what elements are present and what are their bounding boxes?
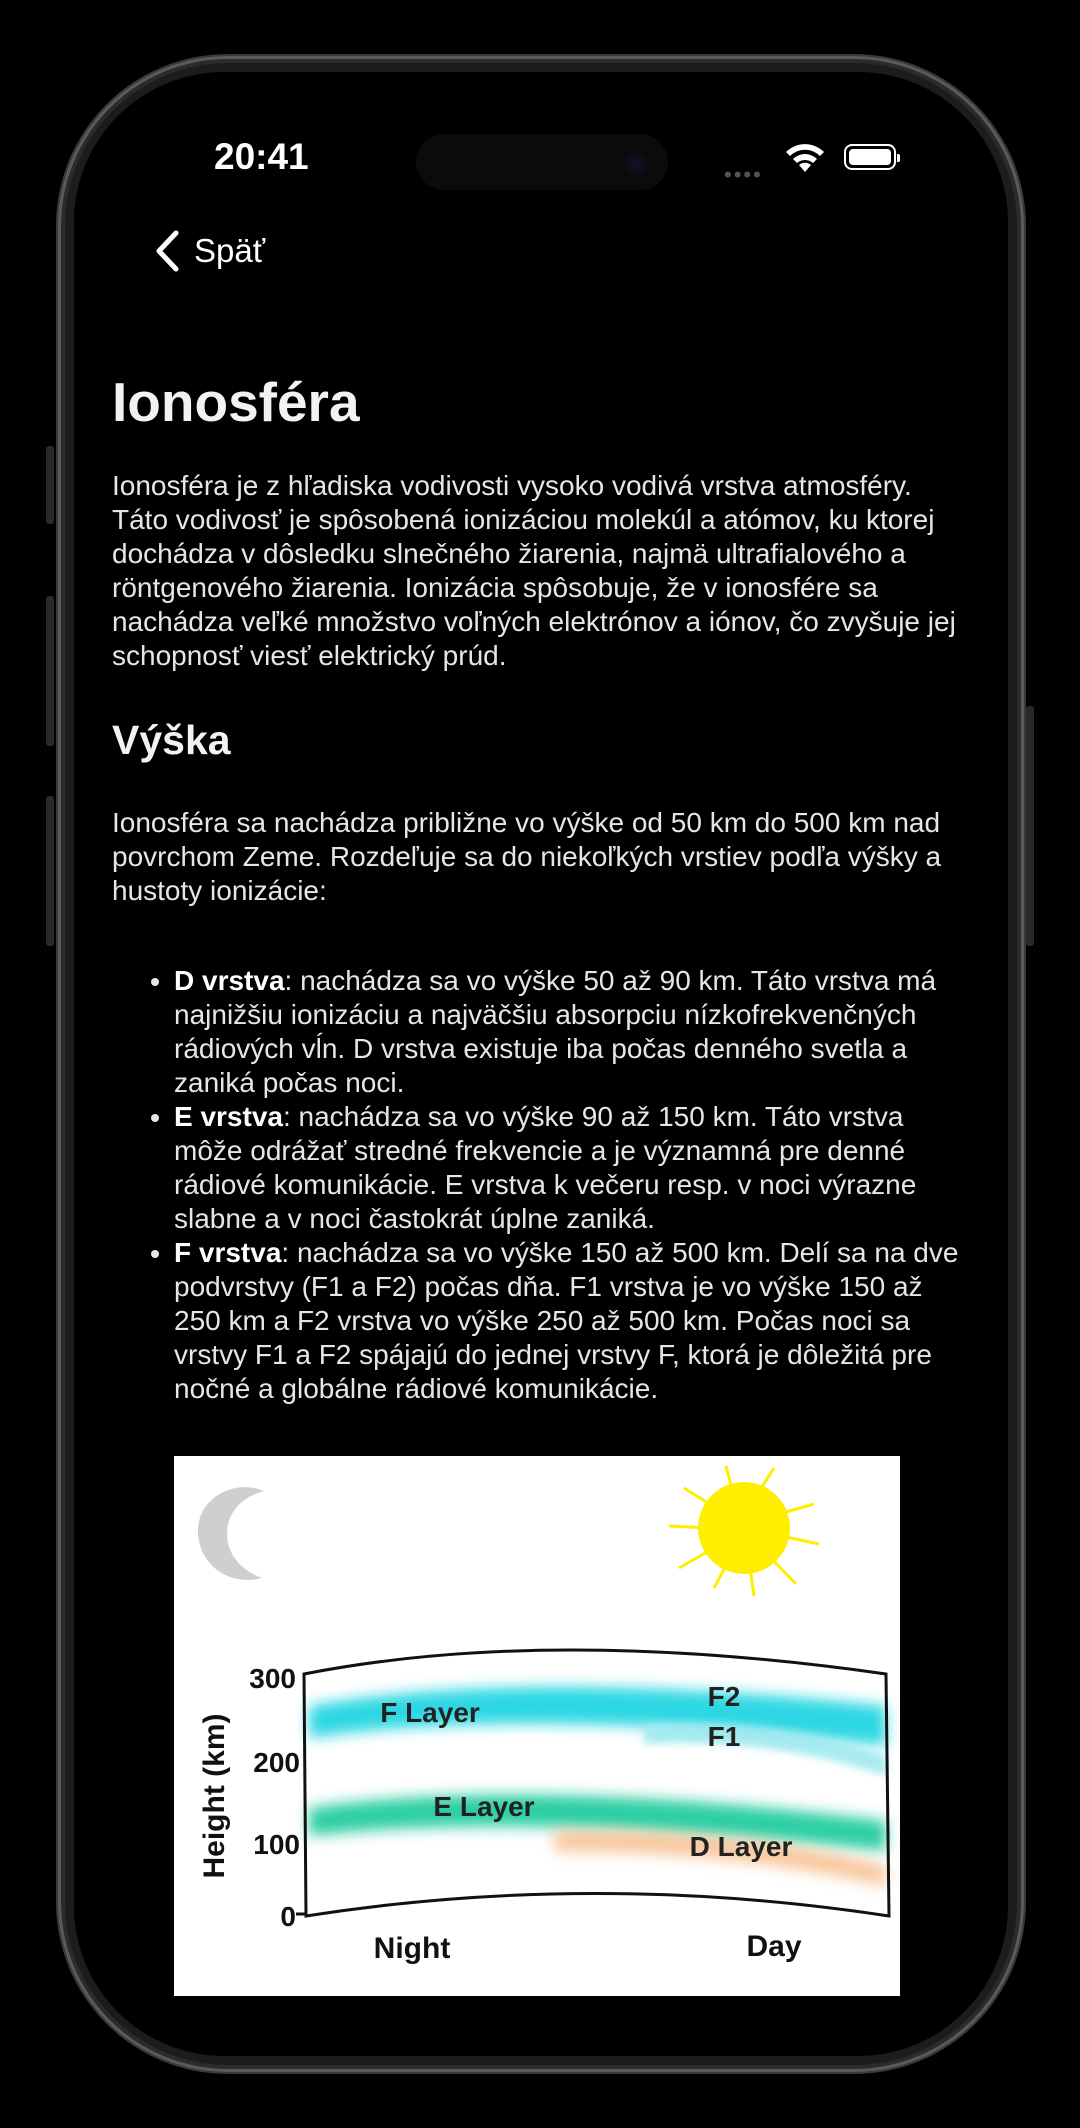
sun-icon xyxy=(669,1466,819,1596)
y-axis-label: Height (km) xyxy=(198,1713,231,1878)
side-button-mute xyxy=(46,446,54,524)
list-item: • D vrstva: nachádza sa vo výške 50 až 90 km. Táto vrstva má najnižšiu ionizáciu a najväčšiu absorpciu nízkofrekvenčných rádiových vĺn. D vrstva existuje iba počas denného svetla a zaniká počas noci. xyxy=(174,964,972,1100)
y-tick-label: 200 xyxy=(253,1746,300,1778)
status-time: 20:41 xyxy=(214,136,309,177)
side-button-volume-down xyxy=(46,796,54,946)
chevron-left-icon xyxy=(154,230,180,272)
signal-icon: •••• xyxy=(724,162,763,187)
f-layer-label: F Layer xyxy=(380,1696,480,1728)
ionosphere-diagram-svg xyxy=(174,1456,900,1996)
intro-paragraph: Ionosféra je z hľadiska vodivosti vysoko vodivá vrstva atmosféry. Táto vodivosť je spôsobená ionizáciou molekúl a atómov, ku ktorej dochádza v dôsledku slnečného žiarenia, najmä ultrafialového a röntgenového žiarenia. Ionizácia spôsobuje, že v ionosfére sa nachádza veľké množstvo voľných elektrónov a iónov, čo zvyšuje jej schopnosť viesť elektrický prúd. xyxy=(112,469,956,671)
layer-list xyxy=(112,964,972,1406)
ionosphere-diagram xyxy=(174,1456,900,1996)
y-tick-label: 300 xyxy=(249,1662,296,1694)
home-indicator[interactable] xyxy=(380,2008,702,2018)
section-title: Výška xyxy=(112,716,231,763)
y-tick-label: 100 xyxy=(253,1828,300,1860)
back-button[interactable] xyxy=(154,230,265,272)
f2-label: F2 xyxy=(707,1680,741,1712)
side-button-power xyxy=(1026,706,1034,946)
x-label-night: Night xyxy=(373,1931,451,1965)
battery-icon xyxy=(844,144,896,170)
list-item: • F vrstva: nachádza sa vo výške 150 až 500 km. Delí sa na dve podvrstvy (F1 a F2) počas dňa. F1 vrstva je vo výške 150 až 250 km a F2 vrstva vo výške 250 až 500 km. Počas noci sa vrstvy F1 a F2 spájajú do jednej vrstvy F, ktorá je dôležitá pre nočné a globálne rádiové komunikácie. xyxy=(174,1236,972,1406)
article xyxy=(112,372,972,1996)
list-item: • E vrstva: nachádza sa vo výške 90 až 150 km. Táto vrstva môže odrážať stredné frekvencie a je významná pre denné rádiové komunikácie. E vrstva k večeru resp. v noci výrazne slabne a v noci častokrát úplne zaniká. xyxy=(174,1100,972,1236)
screen xyxy=(74,72,1008,2056)
wifi-icon xyxy=(784,140,826,174)
moon-icon xyxy=(198,1487,264,1580)
x-label-day: Day xyxy=(746,1929,802,1963)
d-layer-label: D Layer xyxy=(689,1830,793,1862)
page-title: Ionosféra xyxy=(112,371,360,433)
section-paragraph: Ionosféra sa nachádza približne vo výške od 50 km do 500 km nad povrchom Zeme. Rozdeľuje sa do niekoľkých vrstiev podľa výšky a hustoty ionizácie: xyxy=(112,806,942,906)
e-layer-label: E Layer xyxy=(433,1790,535,1822)
back-label: Späť xyxy=(194,232,266,269)
camera-icon xyxy=(624,152,648,176)
status-bar xyxy=(74,72,1008,202)
f1-label: F1 xyxy=(707,1720,741,1752)
y-tick-label: 0 xyxy=(280,1900,296,1932)
side-button-volume-up xyxy=(46,596,54,746)
